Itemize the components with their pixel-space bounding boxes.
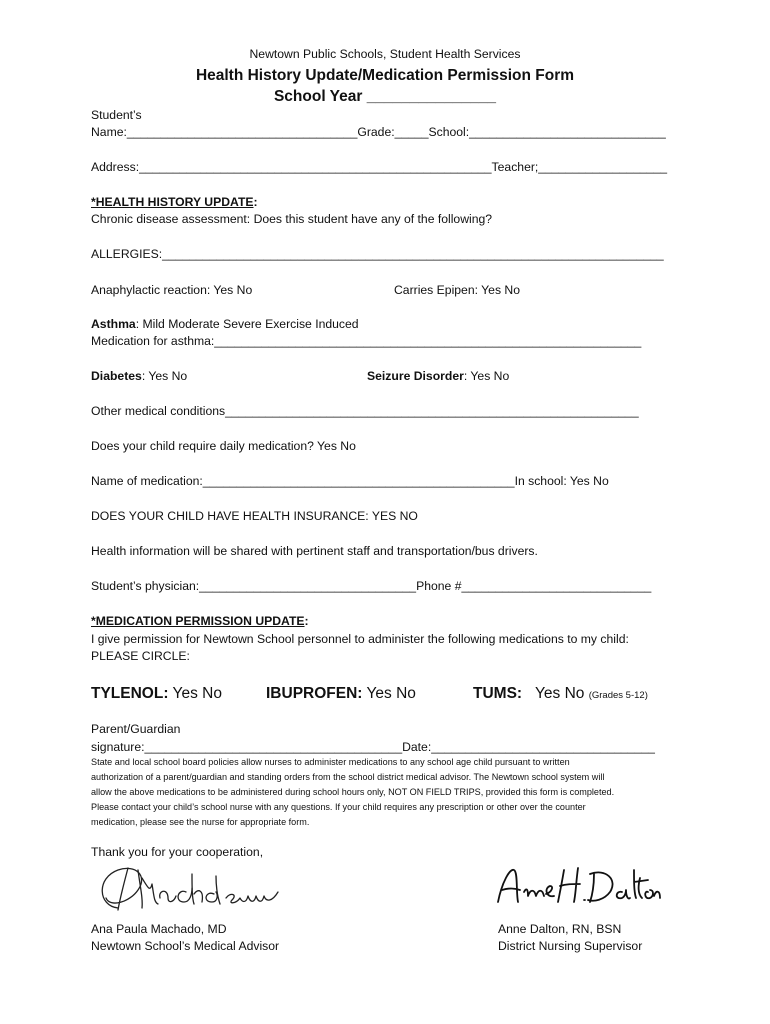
left-signer-title: Newtown School’s Medical Advisor (91, 939, 280, 953)
organization-header: Newtown Public Schools, Student Health Services (249, 47, 521, 61)
seizure-label: Seizure Disorder (367, 369, 464, 383)
address-teacher-line: Address:____________________________________________________Teacher;___________________ (91, 160, 668, 174)
permission-statement: I give permission for Newtown School personnel to administer the following medications to my child: (91, 632, 629, 646)
student-label: Student’s (91, 108, 142, 122)
policy-line: authorization of a parent/guardian and standing orders from the school district medical advisor. The Newtown school system will (91, 772, 605, 782)
left-signer-name: Ana Paula Machado, MD (91, 922, 227, 936)
tums-label: TUMS: (473, 685, 523, 702)
insurance-line: DOES YOUR CHILD HAVE HEALTH INSURANCE: YES NO (91, 509, 418, 523)
thank-you-line: Thank you for your cooperation, (91, 845, 264, 859)
ibuprofen-label: IBUPROFEN: (266, 685, 363, 702)
asthma-options: : Mild Moderate Severe Exercise Induced (135, 317, 359, 331)
seizure-options: : Yes No (463, 369, 510, 383)
health-history-heading-text: *HEALTH HISTORY UPDATE (91, 195, 254, 209)
tums-grade-note: (Grades 5-12) (588, 690, 648, 701)
medication-permission-heading-colon: : (304, 614, 309, 628)
form-title: Health History Update/Medication Permission Form (195, 67, 575, 84)
medication-permission-heading-text: *MEDICATION PERMISSION UPDATE (91, 614, 305, 628)
machado-signature-image (88, 858, 288, 918)
other-conditions-line: Other medical conditions_____________________________________________________________ (91, 404, 639, 418)
policy-line: Please contact your child’s school nurse with any questions. If your child requires any prescription or other over the counter (91, 802, 586, 812)
tylenol-options: Yes No (172, 685, 222, 702)
tums-row (473, 684, 648, 705)
policy-line: medication, please see the nurse for appropriate form. (91, 817, 310, 827)
diabetes-line (91, 369, 187, 384)
right-signer-name: Anne Dalton, RN, BSN (498, 922, 622, 936)
policy-line: State and local school board policies allow nurses to administer medications to any school age child pursuant to written (91, 757, 570, 767)
chronic-disease-intro: Chronic disease assessment: Does this student have any of the following? (91, 212, 493, 226)
epipen-line: Carries Epipen: Yes No (394, 283, 521, 297)
ibuprofen-options: Yes No (366, 685, 416, 702)
health-history-heading-colon: : (253, 195, 258, 209)
asthma-medication-line: Medication for asthma:_______________________________________________________________ (91, 334, 642, 348)
asthma-line (91, 317, 359, 332)
parent-signature-date-line: signature:______________________________________Date:_________________________________ (91, 740, 655, 754)
dalton-signature-image (494, 862, 664, 912)
school-year-line: School Year _______________ (273, 88, 497, 105)
please-circle: PLEASE CIRCLE: (91, 649, 190, 663)
physician-phone-line: Student’s physician:________________________________Phone #____________________________ (91, 579, 652, 593)
shared-info-line: Health information will be shared with pertinent staff and transportation/bus drivers. (91, 544, 538, 558)
health-history-heading (91, 195, 258, 210)
medication-name-line: Name of medication:______________________________________________In school: Yes No (91, 474, 609, 488)
tylenol-label: TYLENOL: (91, 685, 169, 702)
anaphylactic-reaction-line: Anaphylactic reaction: Yes No (91, 283, 253, 297)
tylenol-row (91, 684, 222, 703)
seizure-line (367, 369, 509, 384)
asthma-label: Asthma (91, 317, 136, 331)
student-name-grade-school-line: Name:__________________________________Grade:_____School:_____________________________ (91, 125, 666, 139)
diabetes-options: : Yes No (141, 369, 188, 383)
right-signer-title: District Nursing Supervisor (498, 939, 643, 953)
parent-guardian-label: Parent/Guardian (91, 722, 181, 736)
policy-line: allow the above medications to be administered during school hours only, NOT ON FIELD TRIPS, provided this form is completed. (91, 787, 615, 797)
tums-options: Yes No (535, 685, 585, 702)
daily-medication-line: Does your child require daily medication? Yes No (91, 439, 356, 453)
ibuprofen-row (266, 684, 416, 703)
allergies-line: ALLERGIES:__________________________________________________________________________ (91, 247, 664, 261)
medication-permission-heading (91, 614, 309, 629)
diabetes-label: Diabetes (91, 369, 142, 383)
